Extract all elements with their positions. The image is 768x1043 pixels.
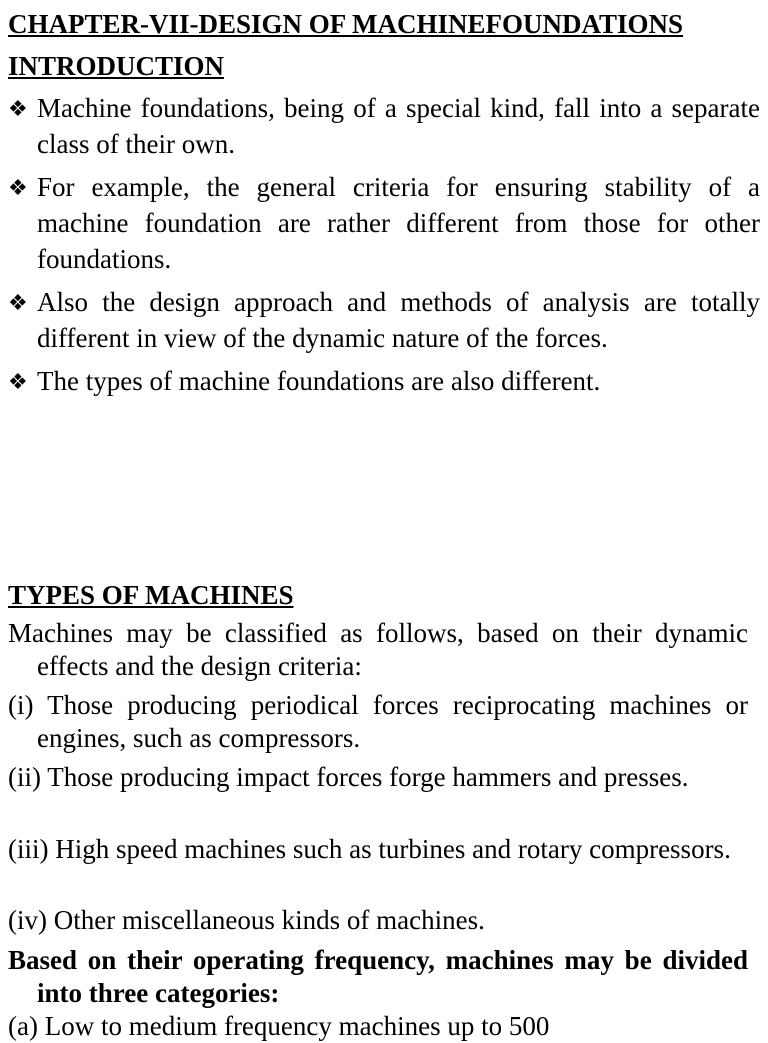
bullet-text: Also the design approach and methods of analysis are totally different in view of the dynamic nature of the forces. [37,287,760,353]
cut-off-line: (a) Low to medium frequency machines up to 500 [8,1011,550,1041]
intro-bullet-2 [8,169,760,277]
types-of-machines-heading: TYPES OF MACHINES [8,580,294,610]
bullet-text: For example, the general criteria for ensuring stability of a machine foundation are rather different from those for other foundations. [37,172,760,274]
bullet-diamond-icon: ❖ [8,96,28,121]
types-intro-paragraph: Machines may be classified as follows, based on their dynamic effects and the design criteria: [8,618,748,681]
chapter-title: CHAPTER-VII-DESIGN OF MACHINEFOUNDATIONS [8,9,684,39]
bullet-text: Machine foundations, being of a special kind, fall into a separate class of their own. [37,93,760,159]
type-item-i: (i) Those producing periodical forces reciprocating machines or engines, such as compressors. [8,690,748,753]
type-item-ii: (ii) Those producing impact forces forge hammers and presses. [8,762,689,792]
intro-bullet-3 [8,284,760,356]
introduction-heading: INTRODUCTION [8,51,225,81]
bullet-text: The types of machine foundations are also different. [37,366,601,396]
type-item-iv: (iv) Other miscellaneous kinds of machines. [8,905,485,935]
frequency-statement: Based on their operating frequency, machines may be divided into three categories: [8,945,748,1008]
bullet-diamond-icon: ❖ [8,290,28,315]
intro-bullet-1 [8,90,760,162]
bullet-diamond-icon: ❖ [8,175,28,200]
type-item-iii: (iii) High speed machines such as turbines and rotary compressors. [8,834,731,864]
intro-bullet-4 [8,363,760,399]
bullet-diamond-icon: ❖ [8,369,28,394]
